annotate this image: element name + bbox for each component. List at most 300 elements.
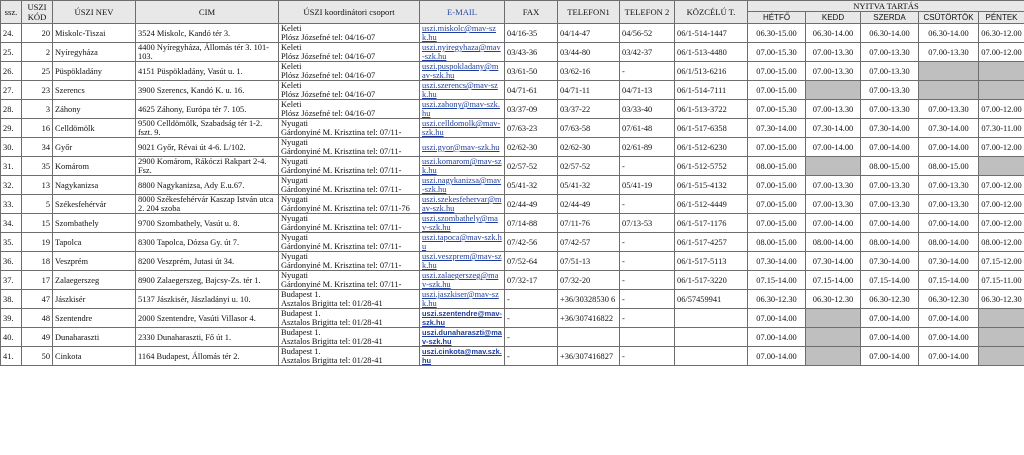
cell-hours-hetfo: 07.00-15.00 bbox=[748, 138, 806, 157]
col-header-csutortok: CSÜTÖRTÖK bbox=[919, 12, 979, 24]
cell-telefon1 bbox=[558, 328, 620, 347]
cell-hours-pentek bbox=[979, 157, 1024, 176]
table-row bbox=[1, 138, 1024, 157]
cell-ssz: 36. bbox=[1, 252, 22, 271]
cell-kozcelu: 06/1-512-4449 bbox=[675, 195, 748, 214]
cell-ssz: 41. bbox=[1, 347, 22, 366]
cell-kozcelu: 06/1-513-3722 bbox=[675, 100, 748, 119]
cell-uszi-kod: 5 bbox=[22, 195, 53, 214]
cell-email bbox=[420, 214, 505, 233]
cell-hours-szerda: 08.00-15.00 bbox=[861, 157, 919, 176]
cell-hours-kedd bbox=[806, 328, 861, 347]
cell-hours-hetfo: 07.00-15.30 bbox=[748, 100, 806, 119]
cell-hours-kedd: 07.30-14.00 bbox=[806, 119, 861, 138]
col-header-telefon2: TELEFON 2 bbox=[620, 1, 675, 24]
cell-koordinatori-csoport bbox=[279, 81, 420, 100]
csoport-name: Budapest 1. bbox=[281, 328, 321, 337]
cell-koordinatori-csoport bbox=[279, 214, 420, 233]
cell-hours-hetfo: 06.30-12.30 bbox=[748, 290, 806, 309]
cell-hours-csutortok: 06.30-12.30 bbox=[919, 290, 979, 309]
cell-cim: 9700 Szombathely, Vasút u. 8. bbox=[136, 214, 279, 233]
cell-hours-pentek bbox=[979, 81, 1024, 100]
cell-email bbox=[420, 347, 505, 366]
table-row bbox=[1, 214, 1024, 233]
cell-telefon2: 04/71-13 bbox=[620, 81, 675, 100]
cell-hours-kedd bbox=[806, 157, 861, 176]
cell-uszi-nev: Veszprém bbox=[53, 252, 136, 271]
cell-kozcelu bbox=[675, 328, 748, 347]
cell-fax: 02/62-30 bbox=[505, 138, 558, 157]
cell-fax: 07/42-56 bbox=[505, 233, 558, 252]
cell-uszi-kod: 47 bbox=[22, 290, 53, 309]
cell-kozcelu: 06/1-517-6358 bbox=[675, 119, 748, 138]
cell-telefon1: +36/307416822 bbox=[558, 309, 620, 328]
col-header-koordinatori-csoport: ÚSZI koordinátori csoport bbox=[279, 1, 420, 24]
cell-koordinatori-csoport bbox=[279, 195, 420, 214]
col-header-fax: FAX bbox=[505, 1, 558, 24]
cell-uszi-kod: 20 bbox=[22, 24, 53, 43]
cell-uszi-nev: Komárom bbox=[53, 157, 136, 176]
cell-telefon1: +36/30328530 6 bbox=[558, 290, 620, 309]
cell-telefon1: 02/57-52 bbox=[558, 157, 620, 176]
cell-uszi-nev: Szombathely bbox=[53, 214, 136, 233]
cell-hours-kedd: 07.00-13.30 bbox=[806, 176, 861, 195]
cell-email bbox=[420, 233, 505, 252]
csoport-name: Budapest 1. bbox=[281, 347, 321, 356]
cell-hours-pentek bbox=[979, 309, 1024, 328]
cell-koordinatori-csoport bbox=[279, 119, 420, 138]
cell-hours-kedd: 07.15-14.00 bbox=[806, 271, 861, 290]
cell-hours-pentek: 06.30-12.30 bbox=[979, 290, 1024, 309]
email-link[interactable]: uszi.jaszkiser@mav-szk.hu bbox=[422, 290, 499, 308]
col-header-nyitva-tartas: NYITVA TARTÁS bbox=[748, 1, 1024, 12]
cell-email bbox=[420, 328, 505, 347]
cell-email bbox=[420, 100, 505, 119]
koordinator-contact: Plósz Józsefné tel: 04/16-07 bbox=[281, 90, 376, 99]
cell-ssz: 24. bbox=[1, 24, 22, 43]
cell-telefon2: 03/33-40 bbox=[620, 100, 675, 119]
table-row bbox=[1, 328, 1024, 347]
col-header-telefon1: TELEFON1 bbox=[558, 1, 620, 24]
cell-uszi-kod: 48 bbox=[22, 309, 53, 328]
cell-ssz: 34. bbox=[1, 214, 22, 233]
cell-uszi-nev: Záhony bbox=[53, 100, 136, 119]
cell-koordinatori-csoport bbox=[279, 100, 420, 119]
table-row bbox=[1, 24, 1024, 43]
cell-hours-hetfo: 08.00-15.00 bbox=[748, 157, 806, 176]
cell-uszi-nev: Szentendre bbox=[53, 309, 136, 328]
cell-ssz: 39. bbox=[1, 309, 22, 328]
col-header-kozcelu: KÖZCÉLÚ T. bbox=[675, 1, 748, 24]
cell-uszi-kod: 18 bbox=[22, 252, 53, 271]
cell-email bbox=[420, 24, 505, 43]
cell-kozcelu: 06/1-512-6230 bbox=[675, 138, 748, 157]
csoport-name: Nyugati bbox=[281, 214, 308, 223]
cell-fax: - bbox=[505, 290, 558, 309]
csoport-name: Nyugati bbox=[281, 195, 308, 204]
cell-ssz: 35. bbox=[1, 233, 22, 252]
cell-hours-szerda: 07.15-14.00 bbox=[861, 271, 919, 290]
email-link[interactable]: uszi.komarom@mav-szk.hu bbox=[422, 157, 502, 175]
cell-hours-kedd: 08.00-14.00 bbox=[806, 233, 861, 252]
cell-fax: - bbox=[505, 347, 558, 366]
cell-uszi-kod: 16 bbox=[22, 119, 53, 138]
cell-hours-kedd bbox=[806, 347, 861, 366]
cell-uszi-kod: 17 bbox=[22, 271, 53, 290]
cell-hours-hetfo: 07.00-14.00 bbox=[748, 309, 806, 328]
cell-hours-hetfo: 07.00-15.30 bbox=[748, 43, 806, 62]
cell-hours-szerda: 07.00-13.30 bbox=[861, 43, 919, 62]
col-header-hetfo: HÉTFŐ bbox=[748, 12, 806, 24]
cell-koordinatori-csoport bbox=[279, 290, 420, 309]
cell-hours-csutortok: 07.00-14.00 bbox=[919, 328, 979, 347]
cell-koordinatori-csoport bbox=[279, 157, 420, 176]
table-row bbox=[1, 176, 1024, 195]
cell-telefon2: 07/13-53 bbox=[620, 214, 675, 233]
cell-kozcelu: 06/1-512-5752 bbox=[675, 157, 748, 176]
cell-telefon1: 03/44-80 bbox=[558, 43, 620, 62]
cell-koordinatori-csoport bbox=[279, 62, 420, 81]
cell-telefon2: - bbox=[620, 233, 675, 252]
cell-fax: 07/14-88 bbox=[505, 214, 558, 233]
cell-hours-kedd: 07.00-13.30 bbox=[806, 43, 861, 62]
email-link[interactable]: uszi.nyiregyhaza@mav-szk.hu bbox=[422, 43, 501, 61]
csoport-name: Nyugati bbox=[281, 138, 308, 147]
table-row bbox=[1, 271, 1024, 290]
cell-fax: 02/44-49 bbox=[505, 195, 558, 214]
cell-telefon2: 04/56-52 bbox=[620, 24, 675, 43]
cell-uszi-nev: Miskolc-Tiszai bbox=[53, 24, 136, 43]
cell-kozcelu: 06/57459941 bbox=[675, 290, 748, 309]
cell-email bbox=[420, 252, 505, 271]
cell-cim: 5137 Jászkisér, Jászladányi u. 10. bbox=[136, 290, 279, 309]
koordinator-contact: Plósz Józsefné tel: 04/16-07 bbox=[281, 33, 376, 42]
cell-koordinatori-csoport bbox=[279, 309, 420, 328]
cell-kozcelu: 06/1-514-7111 bbox=[675, 81, 748, 100]
cell-kozcelu bbox=[675, 347, 748, 366]
email-link[interactable]: uszi.zahony@mav-szk.hu bbox=[422, 100, 500, 118]
cell-hours-kedd: 07.00-13.30 bbox=[806, 100, 861, 119]
cell-cim: 8900 Zalaegerszeg, Bajcsy-Zs. tér 1. bbox=[136, 271, 279, 290]
cell-cim: 9021 Győr, Révai út 4-6. L/102. bbox=[136, 138, 279, 157]
cell-hours-hetfo: 07.00-15.00 bbox=[748, 176, 806, 195]
cell-hours-pentek bbox=[979, 62, 1024, 81]
cell-email bbox=[420, 176, 505, 195]
col-header-szerda: SZERDA bbox=[861, 12, 919, 24]
csoport-name: Nyugati bbox=[281, 119, 308, 128]
cell-kozcelu: 06/1/513-6216 bbox=[675, 62, 748, 81]
cell-hours-szerda: 07.00-13.30 bbox=[861, 176, 919, 195]
cell-fax: - bbox=[505, 309, 558, 328]
cell-fax: 02/57-52 bbox=[505, 157, 558, 176]
cell-hours-csutortok: 07.00-13.30 bbox=[919, 43, 979, 62]
cell-hours-hetfo: 07.00-14.00 bbox=[748, 347, 806, 366]
cell-email bbox=[420, 195, 505, 214]
csoport-name: Budapest 1. bbox=[281, 290, 321, 299]
cell-uszi-kod: 25 bbox=[22, 62, 53, 81]
cell-hours-pentek: 07.15-11.00 bbox=[979, 271, 1024, 290]
cell-fax: 03/43-36 bbox=[505, 43, 558, 62]
cell-ssz: 27. bbox=[1, 81, 22, 100]
cell-uszi-nev: Dunaharaszti bbox=[53, 328, 136, 347]
cell-telefon1: 05/41-32 bbox=[558, 176, 620, 195]
col-header-kedd: KEDD bbox=[806, 12, 861, 24]
cell-hours-csutortok: 06.30-14.00 bbox=[919, 24, 979, 43]
cell-telefon1: 04/71-11 bbox=[558, 81, 620, 100]
cell-telefon2: 05/41-19 bbox=[620, 176, 675, 195]
email-link[interactable]: uszi.celldomolk@mav-szk.hu bbox=[422, 119, 501, 137]
table-body bbox=[1, 24, 1024, 366]
cell-hours-pentek: 07.00-12.00 bbox=[979, 195, 1024, 214]
cell-cim: 8300 Tapolca, Dózsa Gy. út 7. bbox=[136, 233, 279, 252]
cell-email bbox=[420, 138, 505, 157]
cell-hours-csutortok: 07.00-13.30 bbox=[919, 100, 979, 119]
cell-hours-szerda: 07.00-13.30 bbox=[861, 195, 919, 214]
cell-cim: 8200 Veszprém, Jutasi út 34. bbox=[136, 252, 279, 271]
koordinator-contact: Gárdonyiné M. Krisztina tel: 07/11- bbox=[281, 185, 402, 194]
cell-uszi-nev: Jászkisér bbox=[53, 290, 136, 309]
cell-ssz: 31. bbox=[1, 157, 22, 176]
cell-uszi-nev: Szerencs bbox=[53, 81, 136, 100]
cell-kozcelu: 06/1-514-1447 bbox=[675, 24, 748, 43]
cell-hours-pentek: 06.30-12.00 bbox=[979, 24, 1024, 43]
cell-koordinatori-csoport bbox=[279, 138, 420, 157]
cell-hours-csutortok: 07.00-14.00 bbox=[919, 309, 979, 328]
koordinator-contact: Gárdonyiné M. Krisztina tel: 07/11-76 bbox=[281, 204, 410, 213]
cell-hours-pentek: 07.30-11.00 bbox=[979, 119, 1024, 138]
cell-hours-kedd: 07.00-14.00 bbox=[806, 138, 861, 157]
koordinator-contact: Plósz Józsefné tel: 04/16-07 bbox=[281, 52, 376, 61]
cell-telefon2: - bbox=[620, 62, 675, 81]
cell-hours-kedd: 06.30-12.30 bbox=[806, 290, 861, 309]
cell-email bbox=[420, 43, 505, 62]
cell-uszi-nev: Nyíregyháza bbox=[53, 43, 136, 62]
cell-koordinatori-csoport bbox=[279, 252, 420, 271]
cell-kozcelu: 06/1-517-1176 bbox=[675, 214, 748, 233]
cell-hours-hetfo: 07.30-14.00 bbox=[748, 119, 806, 138]
email-link[interactable]: uszi.puspokladany@mav-szk.hu bbox=[422, 62, 499, 80]
cell-telefon2: 02/61-89 bbox=[620, 138, 675, 157]
cell-telefon2: - bbox=[620, 309, 675, 328]
col-header-pentek: PÉNTEK bbox=[979, 12, 1024, 24]
cell-koordinatori-csoport bbox=[279, 271, 420, 290]
cell-telefon2 bbox=[620, 328, 675, 347]
cell-hours-szerda: 07.30-14.00 bbox=[861, 119, 919, 138]
cell-telefon1: +36/307416827 bbox=[558, 347, 620, 366]
cell-hours-csutortok: 08.00-14.00 bbox=[919, 233, 979, 252]
cell-hours-pentek: 07.00-12.00 bbox=[979, 43, 1024, 62]
cell-telefon2: - bbox=[620, 252, 675, 271]
cell-telefon2: - bbox=[620, 271, 675, 290]
cell-hours-csutortok: 07.00-14.00 bbox=[919, 138, 979, 157]
cell-telefon1: 02/62-30 bbox=[558, 138, 620, 157]
cell-uszi-nev: Győr bbox=[53, 138, 136, 157]
cell-cim: 8000 Székesfehérvár Kaszap István utca 2. 204 szoba bbox=[136, 195, 279, 214]
email-link[interactable]: uszi.cinkota@mav.szk.hu bbox=[422, 347, 502, 365]
csoport-name: Budapest 1. bbox=[281, 309, 321, 318]
cell-uszi-kod: 15 bbox=[22, 214, 53, 233]
cell-cim: 2000 Szentendre, Vasúti Villasor 4. bbox=[136, 309, 279, 328]
cell-fax: 07/32-17 bbox=[505, 271, 558, 290]
email-link[interactable]: uszi.gyor@mav-szk.hu bbox=[422, 142, 500, 152]
cell-telefon2: - bbox=[620, 347, 675, 366]
table-row bbox=[1, 233, 1024, 252]
cell-uszi-kod: 35 bbox=[22, 157, 53, 176]
cell-hours-szerda: 07.00-14.00 bbox=[861, 328, 919, 347]
cell-hours-szerda: 07.00-14.00 bbox=[861, 347, 919, 366]
cell-hours-hetfo: 06.30-15.00 bbox=[748, 24, 806, 43]
koordinator-contact: Gárdonyiné M. Krisztina tel: 07/11- bbox=[281, 261, 402, 270]
cell-cim: 4151 Püspökladány, Vasút u. 1. bbox=[136, 62, 279, 81]
cell-koordinatori-csoport bbox=[279, 347, 420, 366]
csoport-name: Nyugati bbox=[281, 157, 308, 166]
cell-telefon1: 03/37-22 bbox=[558, 100, 620, 119]
csoport-name: Keleti bbox=[281, 81, 302, 90]
cell-fax: 07/63-23 bbox=[505, 119, 558, 138]
table-row bbox=[1, 347, 1024, 366]
cell-hours-kedd bbox=[806, 81, 861, 100]
cell-hours-szerda: 07.00-14.00 bbox=[861, 214, 919, 233]
table-row bbox=[1, 195, 1024, 214]
koordinator-contact: Plósz Józsefné tel: 04/16-07 bbox=[281, 71, 376, 80]
cell-ssz: 38. bbox=[1, 290, 22, 309]
cell-fax: 07/52-64 bbox=[505, 252, 558, 271]
cell-kozcelu: 06/1-515-4132 bbox=[675, 176, 748, 195]
cell-hours-csutortok: 07.00-13.30 bbox=[919, 195, 979, 214]
cell-cim: 3524 Miskolc, Kandó tér 3. bbox=[136, 24, 279, 43]
cell-email bbox=[420, 62, 505, 81]
cell-telefon2: - bbox=[620, 290, 675, 309]
cell-ssz: 26. bbox=[1, 62, 22, 81]
cell-telefon2: 03/42-37 bbox=[620, 43, 675, 62]
koordinator-contact: Asztalos Brigitta tel: 01/28-41 bbox=[281, 318, 383, 327]
email-link[interactable]: uszi.veszprem@mav-szk.hu bbox=[422, 252, 502, 270]
cell-uszi-nev: Celldömölk bbox=[53, 119, 136, 138]
cell-kozcelu: 06/1-517-4257 bbox=[675, 233, 748, 252]
koordinator-contact: Gárdonyiné M. Krisztina tel: 07/11- bbox=[281, 223, 402, 232]
cell-hours-pentek: 07.00-12.00 bbox=[979, 100, 1024, 119]
cell-koordinatori-csoport bbox=[279, 328, 420, 347]
email-link[interactable]: uszi.zalaegerszeg@mav-szk.hu bbox=[422, 271, 499, 289]
cell-uszi-kod: 34 bbox=[22, 138, 53, 157]
cell-hours-csutortok: 07.00-14.00 bbox=[919, 347, 979, 366]
koordinator-contact: Gárdonyiné M. Krisztina tel: 07/11- bbox=[281, 147, 402, 156]
csoport-name: Nyugati bbox=[281, 176, 308, 185]
cell-hours-szerda: 07.00-14.00 bbox=[861, 309, 919, 328]
table-row bbox=[1, 81, 1024, 100]
cell-hours-pentek: 07.00-12.00 bbox=[979, 138, 1024, 157]
csoport-name: Nyugati bbox=[281, 271, 308, 280]
cell-ssz: 29. bbox=[1, 119, 22, 138]
cell-hours-pentek: 07.00-12.00 bbox=[979, 176, 1024, 195]
cell-hours-hetfo: 08.00-15.00 bbox=[748, 233, 806, 252]
table-row bbox=[1, 290, 1024, 309]
cell-hours-csutortok: 07.00-14.00 bbox=[919, 214, 979, 233]
cell-uszi-kod: 19 bbox=[22, 233, 53, 252]
cell-uszi-nev: Székesfehérvár bbox=[53, 195, 136, 214]
cell-cim: 4400 Nyíregyháza, Állomás tér 3. 101-103. bbox=[136, 43, 279, 62]
cell-telefon2: 07/61-48 bbox=[620, 119, 675, 138]
cell-email bbox=[420, 81, 505, 100]
cell-telefon1: 07/32-20 bbox=[558, 271, 620, 290]
cell-ssz: 33. bbox=[1, 195, 22, 214]
cell-cim: 2900 Komárom, Rákóczi Rakpart 2-4. Fsz. bbox=[136, 157, 279, 176]
email-link[interactable]: uszi.dunaharaszti@mav-szk.hu bbox=[422, 328, 502, 346]
csoport-name: Keleti bbox=[281, 62, 302, 71]
table-row bbox=[1, 100, 1024, 119]
koordinator-contact: Gárdonyiné M. Krisztina tel: 07/11- bbox=[281, 166, 402, 175]
cell-ssz: 40. bbox=[1, 328, 22, 347]
koordinator-contact: Gárdonyiné M. Krisztina tel: 07/11- bbox=[281, 280, 402, 289]
cell-kozcelu: 06/1-517-3220 bbox=[675, 271, 748, 290]
email-link[interactable]: uszi.szentendre@mav-szk.hu bbox=[422, 309, 502, 327]
cell-fax: - bbox=[505, 328, 558, 347]
cell-hours-szerda: 07.00-13.30 bbox=[861, 81, 919, 100]
cell-hours-pentek bbox=[979, 328, 1024, 347]
cell-hours-csutortok: 07.00-13.30 bbox=[919, 176, 979, 195]
email-link[interactable]: uszi.nagykanizsa@mav-szk.hu bbox=[422, 176, 502, 194]
cell-hours-csutortok: 07.30-14.00 bbox=[919, 252, 979, 271]
cell-uszi-kod: 3 bbox=[22, 100, 53, 119]
cell-hours-szerda: 06.30-14.00 bbox=[861, 24, 919, 43]
cell-hours-szerda: 08.00-14.00 bbox=[861, 233, 919, 252]
cell-telefon1: 02/44-49 bbox=[558, 195, 620, 214]
cell-hours-hetfo: 07.15-14.00 bbox=[748, 271, 806, 290]
cell-hours-hetfo: 07.00-15.00 bbox=[748, 62, 806, 81]
table-row bbox=[1, 157, 1024, 176]
cell-hours-szerda: 07.00-14.00 bbox=[861, 138, 919, 157]
cell-hours-hetfo: 07.00-15.00 bbox=[748, 81, 806, 100]
cell-cim: 1164 Budapest, Állomás tér 2. bbox=[136, 347, 279, 366]
cell-cim: 9500 Celldömölk, Szabadság tér 1-2. fszt. 9. bbox=[136, 119, 279, 138]
col-header-email: E-MAIL bbox=[420, 1, 505, 24]
cell-cim: 2330 Dunaharaszti, Fő út 1. bbox=[136, 328, 279, 347]
cell-fax: 04/16-35 bbox=[505, 24, 558, 43]
table-row bbox=[1, 119, 1024, 138]
cell-fax: 03/37-09 bbox=[505, 100, 558, 119]
koordinator-contact: Asztalos Brigitta tel: 01/28-41 bbox=[281, 356, 383, 365]
cell-uszi-nev: Tapolca bbox=[53, 233, 136, 252]
cell-hours-hetfo: 07.00-15.00 bbox=[748, 214, 806, 233]
col-header-uszi-nev: ÚSZI NEV bbox=[53, 1, 136, 24]
cell-hours-kedd: 07.00-13.30 bbox=[806, 62, 861, 81]
cell-hours-csutortok: 08.00-15.00 bbox=[919, 157, 979, 176]
cell-hours-pentek: 07.00-12.00 bbox=[979, 214, 1024, 233]
csoport-name: Keleti bbox=[281, 100, 302, 109]
cell-hours-kedd: 07.00-14.00 bbox=[806, 214, 861, 233]
email-link[interactable]: uszi.szombathely@mav-szk.hu bbox=[422, 214, 498, 232]
email-link[interactable]: uszi.miskolc@mav-szk.hu bbox=[422, 24, 497, 42]
email-link[interactable]: uszi.tapoca@mav-szk.hu bbox=[422, 233, 502, 251]
cell-uszi-kod: 50 bbox=[22, 347, 53, 366]
koordinator-contact: Gárdonyiné M. Krisztina tel: 07/11- bbox=[281, 242, 402, 251]
cell-hours-kedd bbox=[806, 309, 861, 328]
cell-koordinatori-csoport bbox=[279, 176, 420, 195]
email-link[interactable]: uszi.szekesfehervar@mav-szk.hu bbox=[422, 195, 502, 213]
email-link[interactable]: uszi.szerencs@mav-szk.hu bbox=[422, 81, 498, 99]
cell-telefon1: 04/14-47 bbox=[558, 24, 620, 43]
cell-kozcelu bbox=[675, 309, 748, 328]
cell-hours-pentek bbox=[979, 347, 1024, 366]
cell-koordinatori-csoport bbox=[279, 24, 420, 43]
cell-ssz: 25. bbox=[1, 43, 22, 62]
cell-hours-kedd: 07.30-14.00 bbox=[806, 252, 861, 271]
cell-hours-szerda: 07.30-14.00 bbox=[861, 252, 919, 271]
cell-telefon2: - bbox=[620, 157, 675, 176]
cell-email bbox=[420, 271, 505, 290]
csoport-name: Nyugati bbox=[281, 233, 308, 242]
cell-kozcelu: 06/1-513-4480 bbox=[675, 43, 748, 62]
